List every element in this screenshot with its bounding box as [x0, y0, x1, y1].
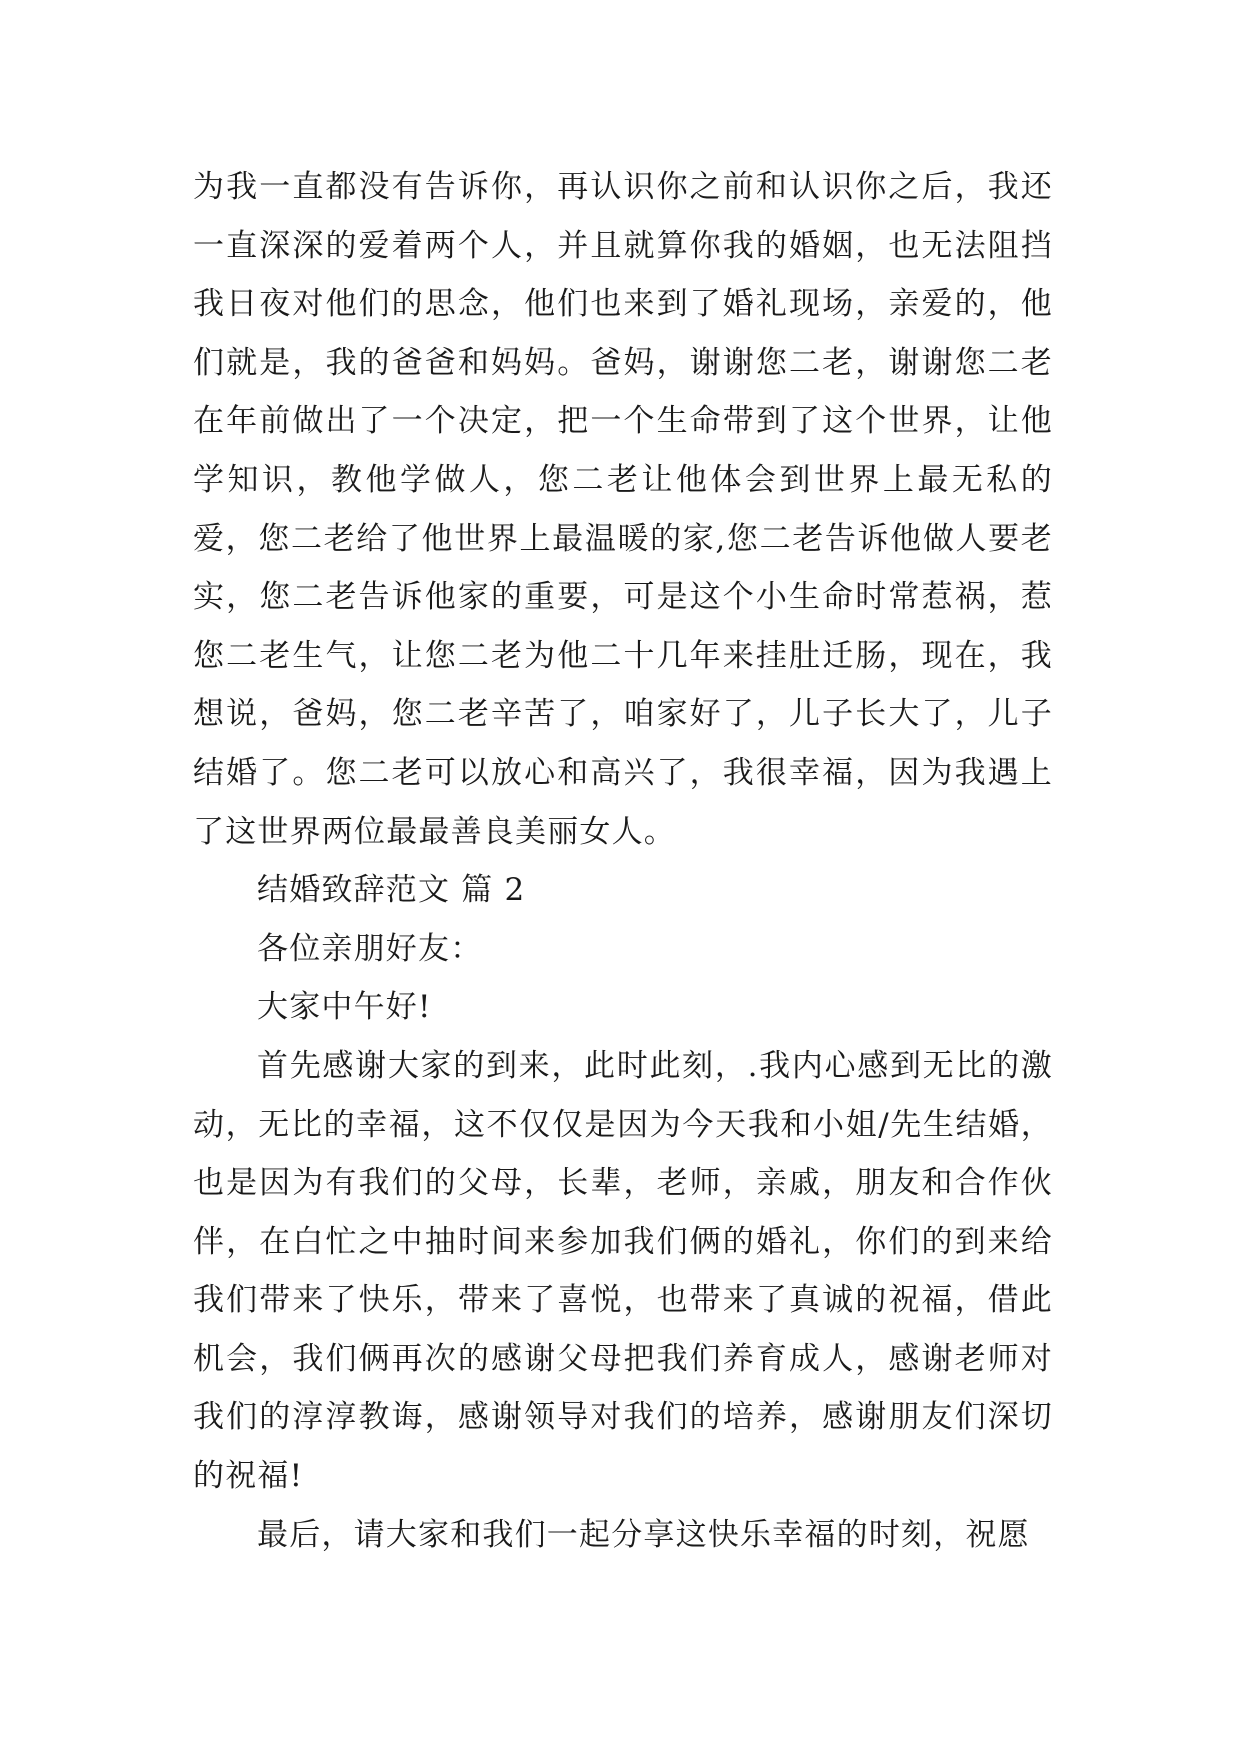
greeting-line: 各位亲朋好友：	[257, 930, 483, 967]
thanks-paragraph: 首先感谢大家的到来，此时此刻，.我内心感到无比的激动，无比的幸福，这不仅仅是因为今天我和小姐/先生结婚，也是因为有我们的父母，长辈，老师，亲戚，朋友和合作伙伴，在白忙之中抽时间来参加我们俩的婚礼，你们的到来给我们带来了快乐，带来了喜悦，也带来了真诚的祝福，借此机会，我们俩再次的感谢父母把我们养育成人，感谢老师对我们的淳淳教诲，感谢领导对我们的培养，感谢朋友们深切的祝福!	[193, 1047, 1053, 1495]
continuation-paragraph: 为我一直都没有告诉你，再认识你之前和认识你之后，我还一直深深的爱着两个人，并且就算你我的婚姻，也无法阻挡我日夜对他们的思念，他们也来到了婚礼现场，亲爱的，他们就是，我的爸爸和妈妈。爸妈，谢谢您二老，谢谢您二老在年前做出了一个决定，把一个生命带到了这个世界，让他学知识，教他学做人，您二老让他体会到世界上最无私的爱，您二老给了他世界上最温暖的家,您二老告诉他做人要老实，您二老告诉他家的重要，可是这个小生命时常惹祸，惹您二老生气，让您二老为他二十几年来挂肚迁肠，现在，我想说，爸妈，您二老辛苦了，咱家好了，儿子长大了，儿子结婚了。您二老可以放心和高兴了，我很幸福，因为我遇上了这世界两位最最善良美丽女人。	[193, 169, 1053, 850]
section-title: 结婚致辞范文 篇 2	[257, 872, 526, 909]
salutation-line: 大家中午好!	[257, 989, 432, 1026]
document-body	[193, 158, 1053, 1564]
closing-paragraph: 最后，请大家和我们一起分享这快乐幸福的时刻，祝愿	[257, 1516, 1030, 1553]
